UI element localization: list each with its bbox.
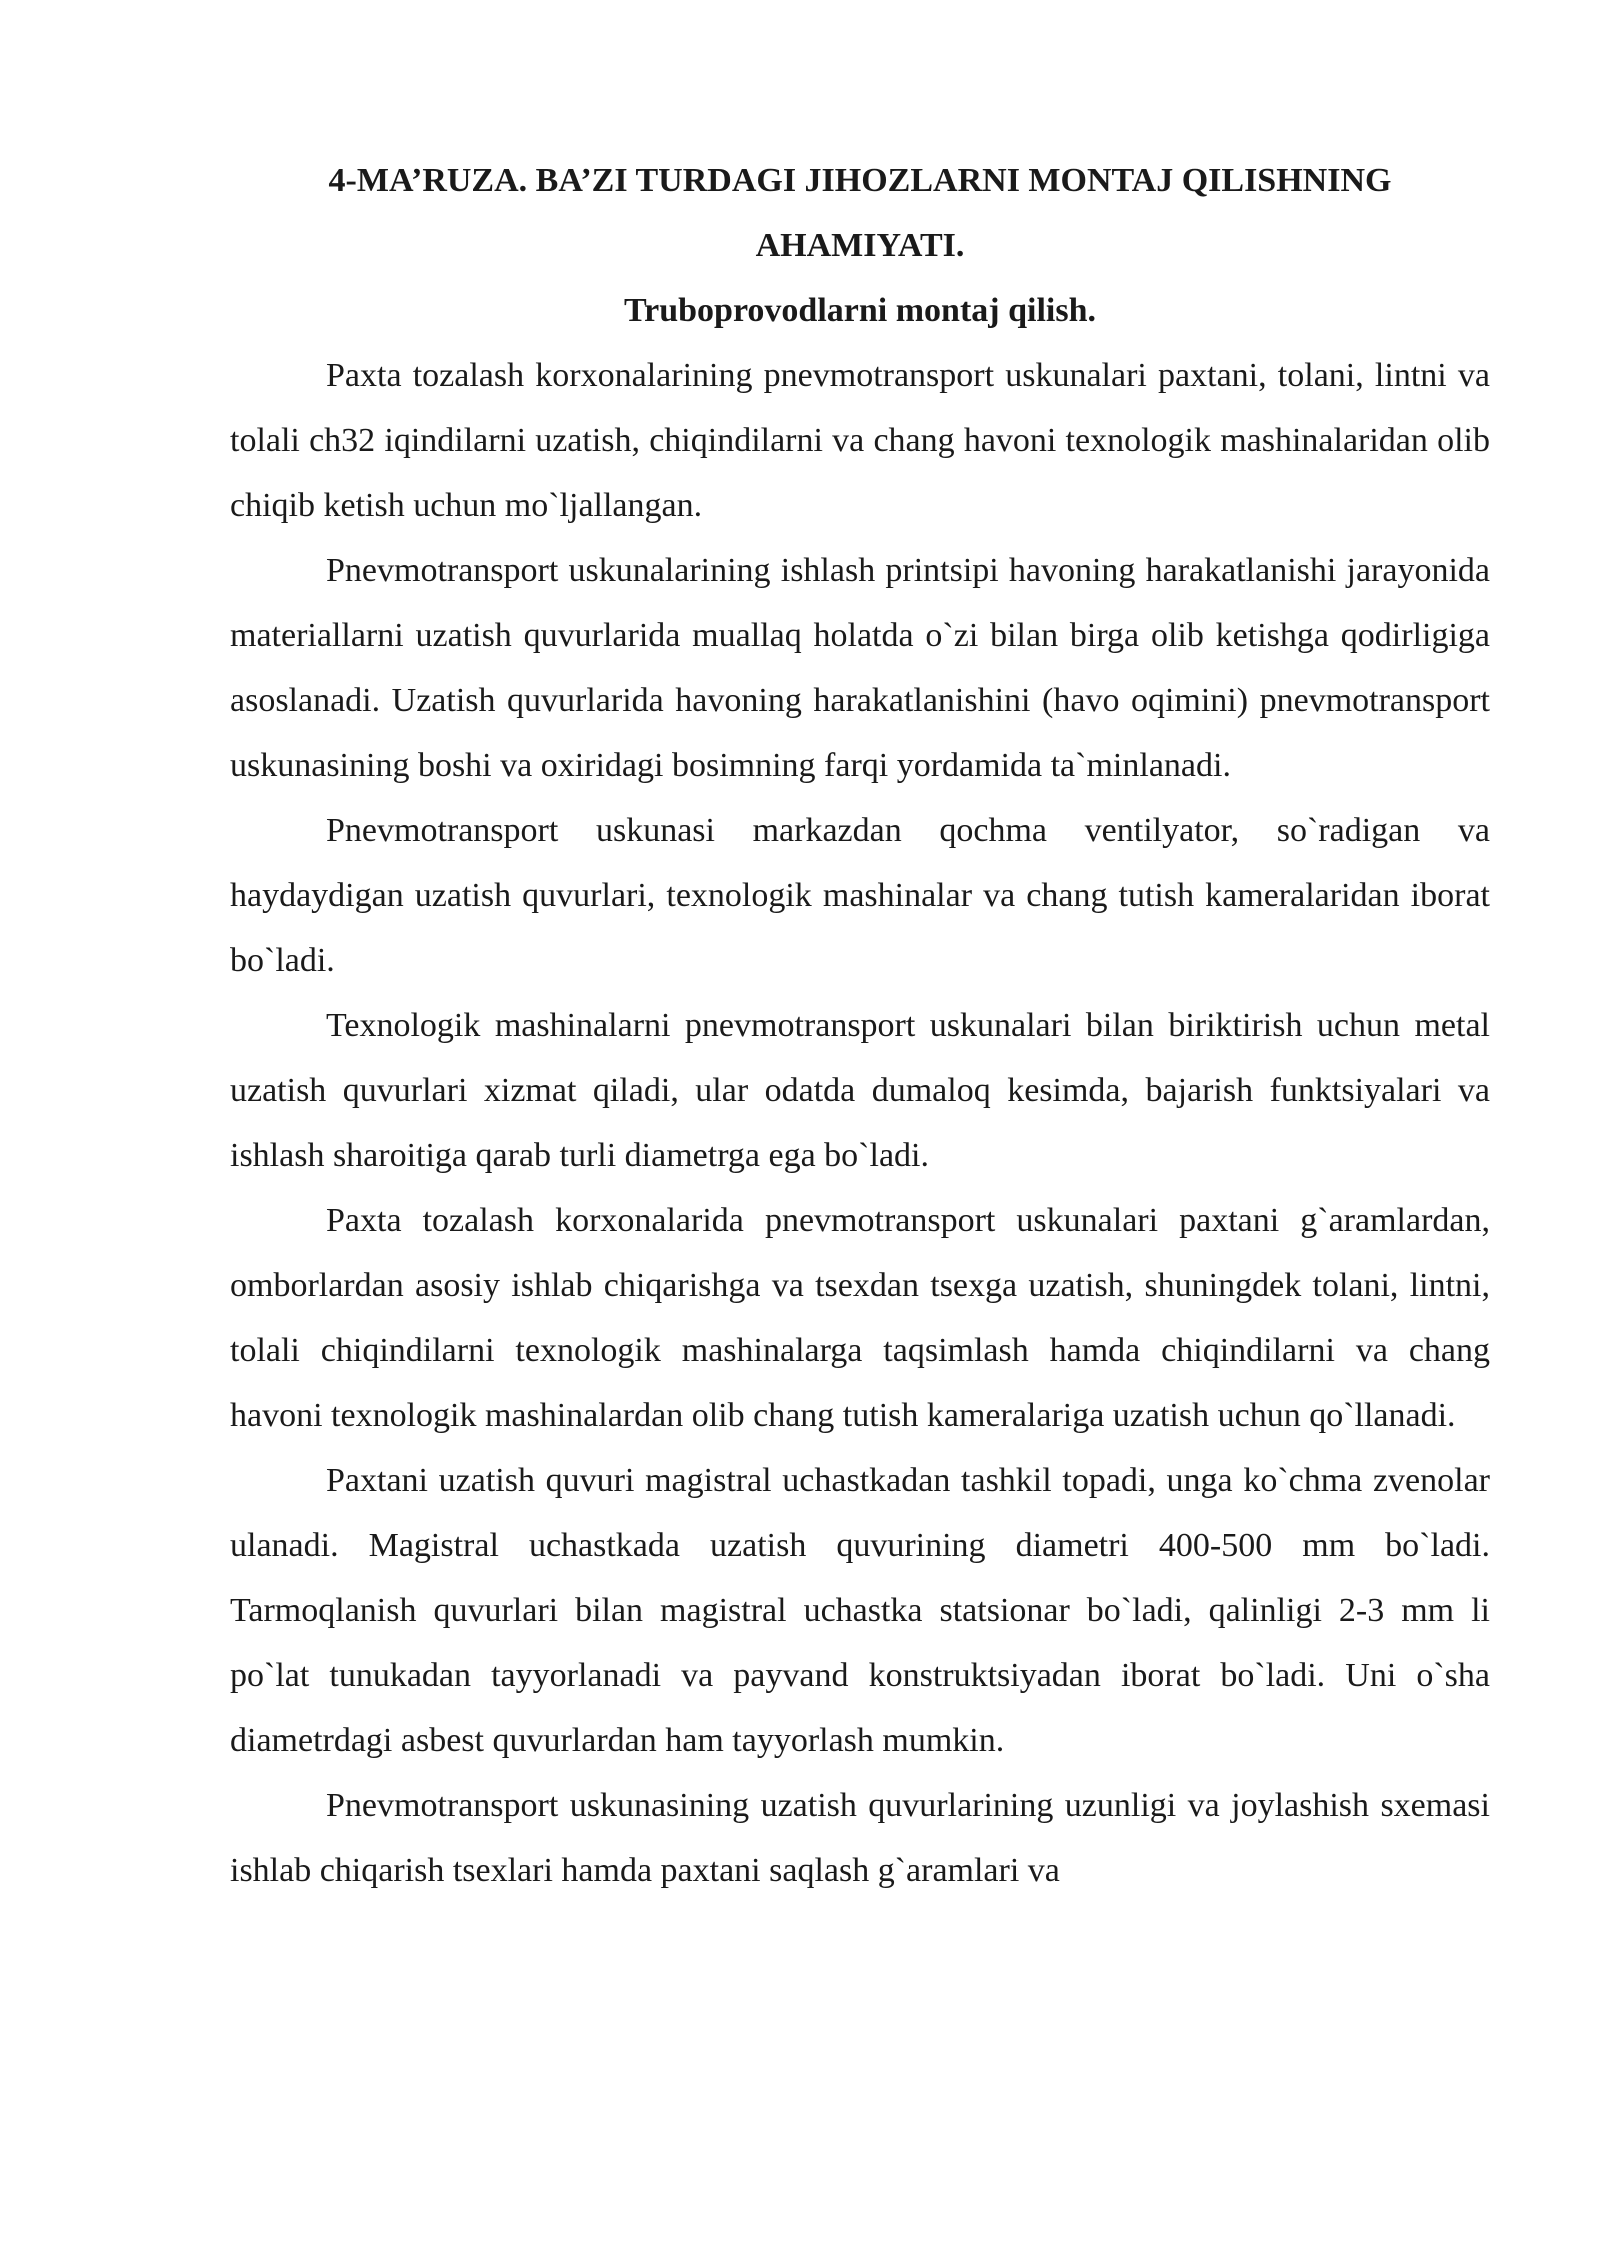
paragraph: Texnologik mashinalarni pnevmotransport uskunalari bilan biriktirish uchun metal uzatish quvurlari xizmat qiladi, ular odatda dumaloq kesimda, bajarish funktsiyalari va ishlash sharoitiga qarab turli diametrga ega bo`ladi. — [230, 1007, 1490, 1174]
paragraph: Pnevmotransport uskunalarining ishlash printsipi havoning harakatlanishi jarayonida materiallarni uzatish quvurlarida muallaq holatda o`zi bilan birga olib ketishga qodirligiga asoslanadi. Uzatish quvurlarida havoning harakatlanishini (havo oqimini) pnevmotransport uskunasining boshi va oxiridagi bosimning farqi yordamida ta`minlanadi. — [230, 552, 1490, 784]
paragraph: Paxtani uzatish quvuri magistral uchastkadan tashkil topadi, unga ko`chma zvenolar ulanadi. Magistral uchastkada uzatish quvurining diametri 400-500 mm bo`ladi. Tarmoqlanish quvurlari bilan magistral uchastka statsionar bo`ladi, qalinligi 2-3 mm li po`lat tunukadan tayyorlanadi va payvand konstruktsiyadan iborat bo`ladi. Uni o`sha diametrdagi asbest quvurlardan ham tayyorlash mumkin. — [230, 1462, 1490, 1759]
section-subtitle: Truboprovodlarni montaj qilish. — [623, 292, 1096, 329]
lecture-title: 4-MA’RUZA. BA’ZI TURDAGI JIHOZLARNI MONTAJ QILISHNING AHAMIYATI. — [328, 162, 1392, 264]
paragraph: Pnevmotransport uskunasining uzatish quvurlarining uzunligi va joylashish sxemasi ishlab chiqarish tsexlari hamda paxtani saqlash g`aramlari va — [230, 1787, 1490, 1889]
document-body — [230, 148, 1490, 1903]
paragraph: Pnevmotransport uskunasi markazdan qochma ventilyator, so`radigan va haydaydigan uzatish quvurlari, texnologik mashinalar va chang tutish kameralaridan iborat bo`ladi. — [230, 812, 1490, 979]
paragraph: Paxta tozalash korxonalarining pnevmotransport uskunalari paxtani, tolani, lintni va tolali ch32 iqindilarni uzatish, chiqindilarni va chang havoni texnologik mashinalaridan olib chiqib ketish uchun mo`ljallangan. — [230, 357, 1490, 524]
paragraph: Paxta tozalash korxonalarida pnevmotransport uskunalari paxtani g`aramlardan, omborlardan asosiy ishlab chiqarishga va tsexdan tsexga uzatish, shuningdek tolani, lintni, tolali chiqindilarni texnologik mashinalarga taqsimlash hamda chiqindilarni va chang havoni texnologik mashinalardan olib chang tutish kameralariga uzatish uchun qo`llanadi. — [230, 1202, 1490, 1434]
